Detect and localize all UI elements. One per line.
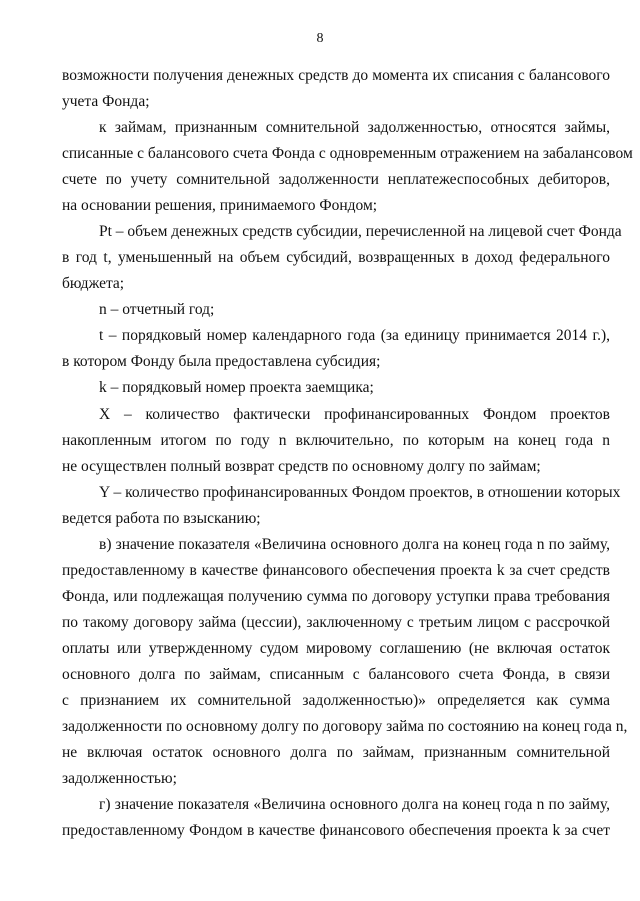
text-line: с признанием их сомнительной задолженностью)» определяется как сумма [62,692,610,709]
text-line: не включая остаток основного долга по займам, признанным сомнительной [62,744,610,761]
text-line: k – порядковый номер проекта заемщика; [99,379,374,396]
text-line: Фонда, или подлежащая получению сумма по договору уступки права требования [62,588,610,605]
text-line: предоставленному в качестве финансового обеспечения проекта k за счет средств [62,562,610,579]
text-line: в) значение показателя «Величина основного долга на конец года n по займу, [99,536,610,553]
text-line: оплаты или утвержденному судом мировому соглашению (не включая остаток [62,640,610,657]
text-line: задолженностью; [62,770,177,787]
text-line: по такому договору займа (цессии), заключенному с третьим лицом с рассрочкой [62,614,610,631]
text-line: учета Фонда; [62,93,150,110]
text-line: ведется работа по взысканию; [62,510,261,527]
text-line: г) значение показателя «Величина основного долга на конец года n по займу, [99,796,610,813]
text-line: в год t, уменьшенный на объем субсидий, возвращенных в доход федерального [62,249,610,266]
text-line: Y – количество профинансированных Фондом проектов, в отношении которых [99,484,621,501]
text-line: возможности получения денежных средств до момента их списания с балансового [62,67,610,84]
text-line: списанные с балансового счета Фонда с одновременным отражением на забалансовом [62,145,633,162]
text-line: t – порядковый номер календарного года (за единицу принимается 2014 г.), [99,327,610,344]
text-line: накопленным итогом по году n включительно, по которым на конец года n [62,432,610,449]
text-line: n – отчетный год; [99,301,215,318]
page-number: 8 [316,31,324,46]
text-line: не осуществлен полный возврат средств по основному долгу по займам; [62,458,541,475]
text-line: счете по учету сомнительной задолженности неплатежеспособных дебиторов, [62,171,610,188]
text-line: основного долга по займам, списанным с балансового счета Фонда, в связи [62,666,610,683]
text-line: к займам, признанным сомнительной задолженностью, относятся займы, [99,119,610,136]
text-line: на основании решения, принимаемого Фондом; [62,197,378,214]
text-line: бюджета; [62,275,125,292]
text-line: в котором Фонду была предоставлена субсидия; [62,353,381,370]
text-line: предоставленному Фондом в качестве финансового обеспечения проекта k за счет [62,822,610,839]
text-line: Pt – объем денежных средств субсидии, перечисленной на лицевой счет Фонда [99,223,622,240]
text-line: задолженности по основному долгу по договору займа по состоянию на конец года n, [62,718,628,735]
text-line: X – количество фактически профинансированных Фондом проектов [99,406,610,423]
